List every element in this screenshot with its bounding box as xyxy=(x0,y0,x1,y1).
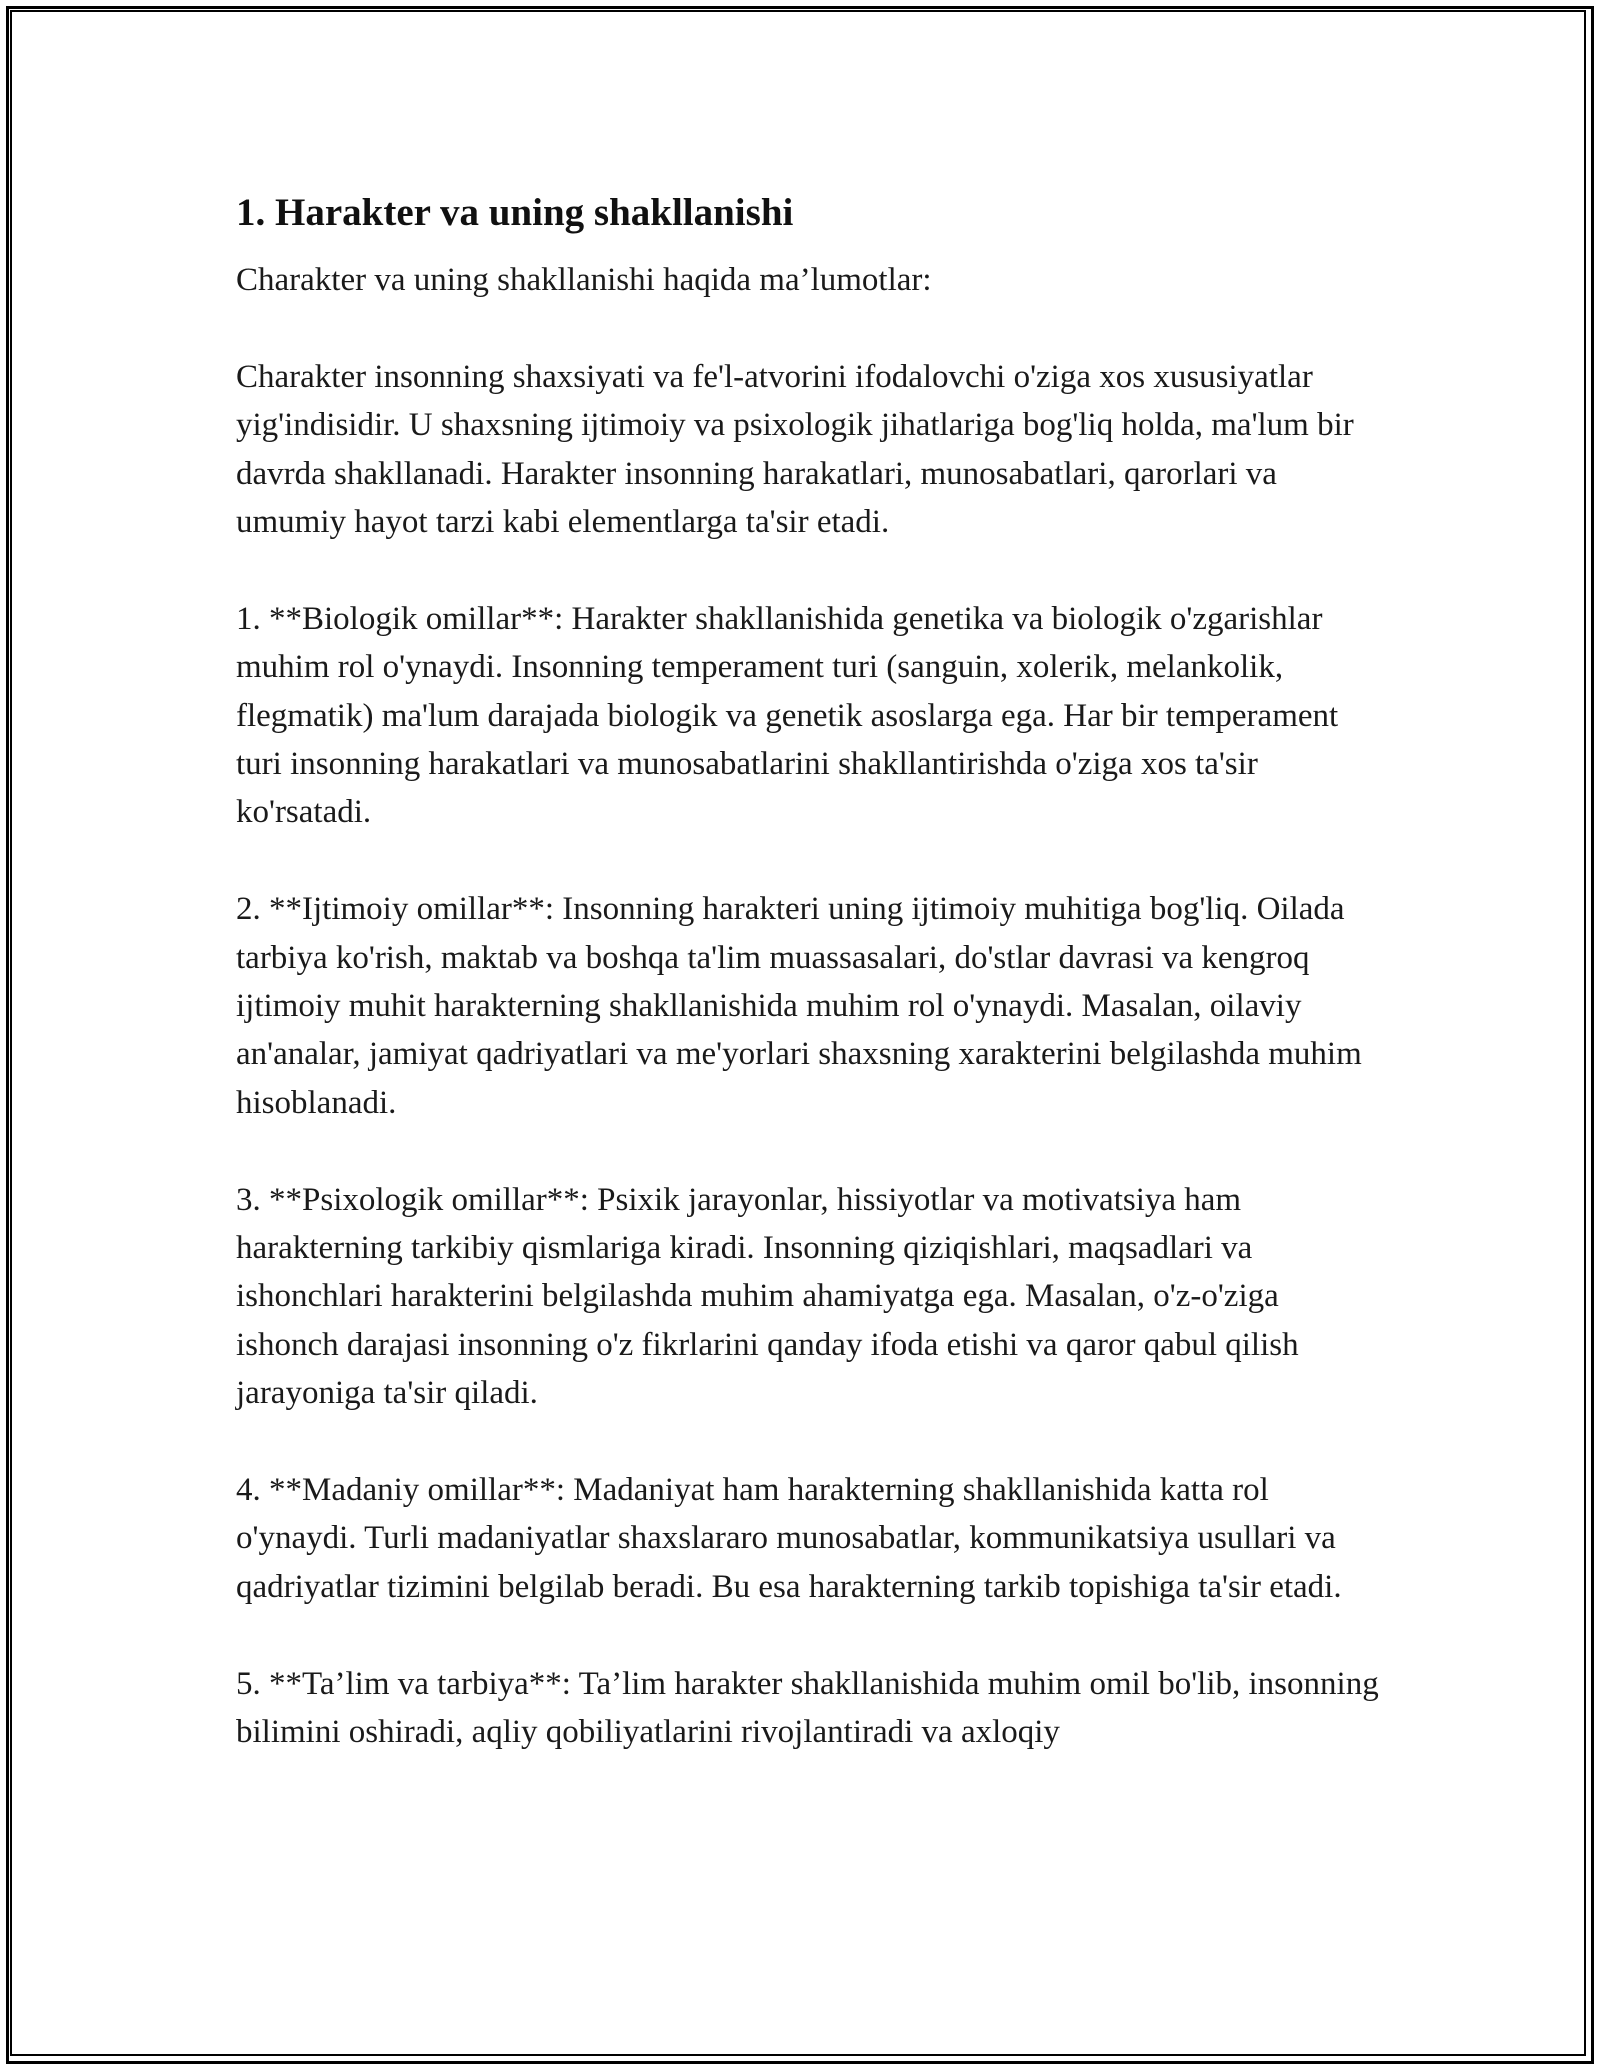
intro-paragraph: Charakter va uning shakllanishi haqida ma’lumotlar: xyxy=(236,262,932,298)
paragraph-cultural-factors: 4. **Madaniy omillar**: Madaniyat ham harakterning shakllanishida katta rol o'ynaydi. Turli madaniyatlar shaxslararo munosabatlar, kommunikatsiya usullari va qadriyatlar tizimini belgilab beradi. Bu esa harakterning tarkib topishiga ta'sir etadi. xyxy=(236,1472,1342,1605)
document-body xyxy=(236,184,1386,1805)
paragraph-social-factors: 2. **Ijtimoiy omillar**: Insonning harakteri uning ijtimoiy muhitiga bog'liq. Oilada tarbiya ko'rish, maktab va boshqa ta'lim muassasalari, do'stlar davrasi va kengroq ijtimoiy muhit harakterning shakllanishida muhim rol o'ynaydi. Masalan, oilaviy an'analar, jamiyat qadriyatlari va me'yorlari shaxsning xarakterini belgilashda muhim hisoblanadi. xyxy=(236,891,1362,1121)
paragraph-definition: Charakter insonning shaxsiyati va fe'l-atvorini ifodalovchi o'ziga xos xususiyatlar yig'indisidir. U shaxsning ijtimoiy va psixologik jihatlariga bog'liq holda, ma'lum bir davrda shakllanadi. Harakter insonning harakatlari, munosabatlari, qarorlari va umumiy hayot tarzi kabi elementlarga ta'sir etadi. xyxy=(236,358,1354,541)
paragraph-education-factors: 5. **Ta’lim va tarbiya**: Ta’lim harakter shakllanishida muhim omil bo'lib, insonning bilimini oshiradi, aqliy qobiliyatlarini rivojlantiradi va axloqiy xyxy=(236,1665,1379,1751)
paragraph-biological-factors: 1. **Biologik omillar**: Harakter shakllanishida genetika va biologik o'zgarishlar muhim rol o'ynaydi. Insonning temperament turi (sanguin, xolerik, melankolik, flegmatik) ma'lum darajada biologik va genetik asoslarga ega. Har bir temperament turi insonning harakatlari va munosabatlarini shakllantirishda o'ziga xos ta'sir ko'rsatadi. xyxy=(236,600,1339,831)
paragraph-psychological-factors: 3. **Psixologik omillar**: Psixik jarayonlar, hissiyotlar va motivatsiya ham harakterning tarkibiy qismlariga kiradi. Insonning qiziqishlari, maqsadlari va ishonchlari harakterini belgilashda muhim ahamiyatga ega. Masalan, o'z-o'ziga ishonch darajasi insonning o'z fikrlarini qanday ifoda etishi va qaror qabul qilish jarayoniga ta'sir qiladi. xyxy=(236,1181,1299,1412)
document-heading: 1. Harakter va uning shakllanishi xyxy=(236,191,794,234)
